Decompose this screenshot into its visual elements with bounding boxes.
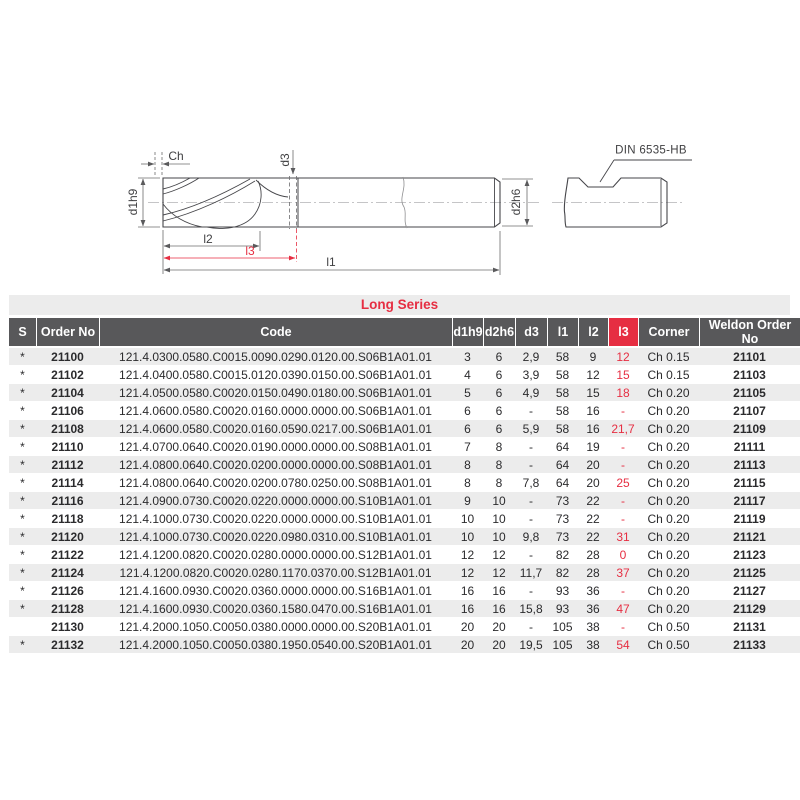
product-table	[9, 318, 800, 654]
column-header-d2h6: d2h6	[483, 318, 515, 348]
cell-d1h9: 9	[452, 492, 483, 510]
cell-code: 121.4.0800.0640.C0020.0200.0780.0250.00.S08B1A01.01	[99, 474, 452, 492]
table-row	[9, 582, 800, 600]
cell-d2h6: 6	[483, 420, 515, 438]
cell-corner: Ch 0.20	[638, 402, 699, 420]
cell-corner: Ch 0.20	[638, 546, 699, 564]
cell-weldon_order_no: 21107	[699, 402, 800, 420]
cell-l2: 12	[578, 366, 608, 384]
cell-l2: 9	[578, 348, 608, 366]
cell-s: *	[9, 528, 36, 546]
cell-d2h6: 8	[483, 456, 515, 474]
cell-code: 121.4.1600.0930.C0020.0360.1580.0470.00.S16B1A01.01	[99, 600, 452, 618]
cell-l3: -	[608, 582, 638, 600]
column-header-order_no: Order No	[36, 318, 99, 348]
cell-code: 121.4.0400.0580.C0015.0120.0390.0150.00.S06B1A01.01	[99, 366, 452, 384]
cell-l2: 38	[578, 636, 608, 654]
cell-s: *	[9, 582, 36, 600]
label-d1h9: d1h9	[126, 188, 140, 216]
cell-l1: 58	[547, 366, 578, 384]
cell-l3: 18	[608, 384, 638, 402]
cell-d3: 9,8	[515, 528, 547, 546]
cell-order_no: 21118	[36, 510, 99, 528]
cell-code: 121.4.0500.0580.C0020.0150.0490.0180.00.S06B1A01.01	[99, 384, 452, 402]
table-row	[9, 366, 800, 384]
column-header-code: Code	[99, 318, 452, 348]
label-chamfer: Ch	[168, 149, 184, 163]
cell-corner: Ch 0.15	[638, 366, 699, 384]
cell-order_no: 21130	[36, 618, 99, 636]
cell-order_no: 21110	[36, 438, 99, 456]
cell-d3: 5,9	[515, 420, 547, 438]
cell-l2: 15	[578, 384, 608, 402]
cell-l1: 73	[547, 510, 578, 528]
cell-l3: -	[608, 438, 638, 456]
cell-d3: 7,8	[515, 474, 547, 492]
cell-s: *	[9, 420, 36, 438]
cell-s: *	[9, 366, 36, 384]
column-header-corner: Corner	[638, 318, 699, 348]
cell-d1h9: 10	[452, 528, 483, 546]
cell-order_no: 21106	[36, 402, 99, 420]
cell-weldon_order_no: 21131	[699, 618, 800, 636]
cell-weldon_order_no: 21105	[699, 384, 800, 402]
cell-l2: 19	[578, 438, 608, 456]
cell-d3: -	[515, 438, 547, 456]
cell-order_no: 21126	[36, 582, 99, 600]
cell-l1: 64	[547, 456, 578, 474]
cell-l3: 21,7	[608, 420, 638, 438]
cell-l3: -	[608, 510, 638, 528]
column-header-l1: l1	[547, 318, 578, 348]
cell-d3: -	[515, 456, 547, 474]
cell-code: 121.4.0800.0640.C0020.0200.0000.0000.00.S08B1A01.01	[99, 456, 452, 474]
label-l1: l1	[326, 255, 336, 269]
cell-s: *	[9, 636, 36, 654]
cell-corner: Ch 0.20	[638, 528, 699, 546]
cell-d3: -	[515, 546, 547, 564]
cell-l2: 20	[578, 474, 608, 492]
column-header-s: S	[9, 318, 36, 348]
table-row	[9, 438, 800, 456]
label-d2h6: d2h6	[509, 188, 523, 216]
cell-d3: -	[515, 402, 547, 420]
cell-d1h9: 6	[452, 420, 483, 438]
cell-d3: 3,9	[515, 366, 547, 384]
cell-d2h6: 20	[483, 618, 515, 636]
cell-d1h9: 8	[452, 474, 483, 492]
cell-weldon_order_no: 21129	[699, 600, 800, 618]
column-header-l3: l3	[608, 318, 638, 348]
cell-d1h9: 16	[452, 582, 483, 600]
column-header-weldon_order_no: Weldon Order No	[699, 318, 800, 348]
cell-l1: 105	[547, 636, 578, 654]
cell-d3: -	[515, 618, 547, 636]
cell-d2h6: 6	[483, 384, 515, 402]
cell-d2h6: 12	[483, 564, 515, 582]
cell-l1: 93	[547, 600, 578, 618]
cell-code: 121.4.0900.0730.C0020.0220.0000.0000.00.S10B1A01.01	[99, 492, 452, 510]
cell-l1: 58	[547, 420, 578, 438]
cell-l2: 28	[578, 546, 608, 564]
cell-corner: Ch 0.20	[638, 510, 699, 528]
cell-code: 121.4.0600.0580.C0020.0160.0000.0000.00.S06B1A01.01	[99, 402, 452, 420]
table-row	[9, 510, 800, 528]
cell-weldon_order_no: 21113	[699, 456, 800, 474]
cell-l3: 12	[608, 348, 638, 366]
cell-d2h6: 16	[483, 600, 515, 618]
cell-l3: 25	[608, 474, 638, 492]
table-row	[9, 492, 800, 510]
cell-order_no: 21116	[36, 492, 99, 510]
table-row	[9, 384, 800, 402]
table-row	[9, 456, 800, 474]
cell-code: 121.4.1200.0820.C0020.0280.1170.0370.00.S12B1A01.01	[99, 564, 452, 582]
cell-code: 121.4.2000.1050.C0050.0380.1950.0540.00.S20B1A01.01	[99, 636, 452, 654]
cell-s: *	[9, 510, 36, 528]
cell-corner: Ch 0.20	[638, 600, 699, 618]
cell-d3: -	[515, 582, 547, 600]
cell-weldon_order_no: 21125	[699, 564, 800, 582]
table-row	[9, 600, 800, 618]
cell-d1h9: 6	[452, 402, 483, 420]
cell-l3: 47	[608, 600, 638, 618]
table-body	[9, 348, 800, 654]
cell-l1: 73	[547, 528, 578, 546]
table-row	[9, 564, 800, 582]
label-d3: d3	[278, 153, 292, 167]
column-header-d3: d3	[515, 318, 547, 348]
cell-l2: 38	[578, 618, 608, 636]
cell-corner: Ch 0.50	[638, 618, 699, 636]
cell-l1: 58	[547, 348, 578, 366]
cell-l3: -	[608, 492, 638, 510]
table-row	[9, 474, 800, 492]
cell-l1: 93	[547, 582, 578, 600]
cell-l3: 15	[608, 366, 638, 384]
cell-d3: 4,9	[515, 384, 547, 402]
cell-d3: 11,7	[515, 564, 547, 582]
cell-l1: 58	[547, 402, 578, 420]
cell-d2h6: 10	[483, 528, 515, 546]
cell-d2h6: 6	[483, 366, 515, 384]
product-table-section	[9, 295, 790, 654]
cell-code: 121.4.2000.1050.C0050.0380.0000.0000.00.S20B1A01.01	[99, 618, 452, 636]
cell-d2h6: 8	[483, 438, 515, 456]
cell-weldon_order_no: 21133	[699, 636, 800, 654]
cell-s: *	[9, 600, 36, 618]
table-row	[9, 618, 800, 636]
cell-order_no: 21124	[36, 564, 99, 582]
table-header-row	[9, 318, 800, 348]
cell-l3: 54	[608, 636, 638, 654]
cell-d3: -	[515, 510, 547, 528]
cell-code: 121.4.1000.0730.C0020.0220.0000.0000.00.S10B1A01.01	[99, 510, 452, 528]
label-l2: l2	[203, 232, 213, 246]
cell-l1: 73	[547, 492, 578, 510]
cell-order_no: 21112	[36, 456, 99, 474]
cell-d1h9: 16	[452, 600, 483, 618]
cell-l1: 58	[547, 384, 578, 402]
cell-corner: Ch 0.20	[638, 564, 699, 582]
table-row	[9, 636, 800, 654]
cell-d1h9: 10	[452, 510, 483, 528]
cell-s: *	[9, 564, 36, 582]
cell-l3: 31	[608, 528, 638, 546]
cell-l2: 36	[578, 582, 608, 600]
cell-l3: 0	[608, 546, 638, 564]
cell-weldon_order_no: 21123	[699, 546, 800, 564]
cell-weldon_order_no: 21109	[699, 420, 800, 438]
cell-corner: Ch 0.20	[638, 582, 699, 600]
cell-s: *	[9, 438, 36, 456]
cell-d2h6: 10	[483, 492, 515, 510]
cell-code: 121.4.1600.0930.C0020.0360.0000.0000.00.S16B1A01.01	[99, 582, 452, 600]
cell-l2: 16	[578, 402, 608, 420]
cell-weldon_order_no: 21119	[699, 510, 800, 528]
cell-order_no: 21104	[36, 384, 99, 402]
cell-d1h9: 20	[452, 618, 483, 636]
cell-l1: 64	[547, 438, 578, 456]
cell-code: 121.4.1200.0820.C0020.0280.0000.0000.00.S12B1A01.01	[99, 546, 452, 564]
table-row	[9, 402, 800, 420]
cell-l1: 64	[547, 474, 578, 492]
cell-order_no: 21102	[36, 366, 99, 384]
column-header-l2: l2	[578, 318, 608, 348]
cell-code: 121.4.1000.0730.C0020.0220.0980.0310.00.S10B1A01.01	[99, 528, 452, 546]
cell-s: *	[9, 384, 36, 402]
cell-weldon_order_no: 21103	[699, 366, 800, 384]
cell-weldon_order_no: 21117	[699, 492, 800, 510]
cell-d2h6: 6	[483, 402, 515, 420]
cell-d3: 19,5	[515, 636, 547, 654]
cell-l3: -	[608, 618, 638, 636]
cell-corner: Ch 0.50	[638, 636, 699, 654]
cell-order_no: 21108	[36, 420, 99, 438]
cell-d2h6: 6	[483, 348, 515, 366]
cell-l2: 22	[578, 492, 608, 510]
cell-d2h6: 20	[483, 636, 515, 654]
cell-d2h6: 12	[483, 546, 515, 564]
cell-corner: Ch 0.15	[638, 348, 699, 366]
cell-corner: Ch 0.20	[638, 438, 699, 456]
cell-weldon_order_no: 21115	[699, 474, 800, 492]
cell-corner: Ch 0.20	[638, 492, 699, 510]
cell-corner: Ch 0.20	[638, 474, 699, 492]
label-l3: l3	[245, 244, 255, 258]
table-row	[9, 348, 800, 366]
table-row	[9, 420, 800, 438]
cell-corner: Ch 0.20	[638, 420, 699, 438]
cell-s: *	[9, 492, 36, 510]
cell-l2: 22	[578, 528, 608, 546]
cell-s: *	[9, 348, 36, 366]
cell-d2h6: 10	[483, 510, 515, 528]
cell-weldon_order_no: 21111	[699, 438, 800, 456]
cell-d3: 15,8	[515, 600, 547, 618]
cell-code: 121.4.0600.0580.C0020.0160.0590.0217.00.S06B1A01.01	[99, 420, 452, 438]
cell-d1h9: 3	[452, 348, 483, 366]
table-row	[9, 546, 800, 564]
column-header-d1h9: d1h9	[452, 318, 483, 348]
cell-weldon_order_no: 21127	[699, 582, 800, 600]
cell-s: *	[9, 474, 36, 492]
cell-weldon_order_no: 21101	[699, 348, 800, 366]
cell-l3: 37	[608, 564, 638, 582]
cell-corner: Ch 0.20	[638, 456, 699, 474]
cell-order_no: 21122	[36, 546, 99, 564]
cell-d2h6: 16	[483, 582, 515, 600]
cell-l3: -	[608, 402, 638, 420]
cell-l2: 28	[578, 564, 608, 582]
cell-d1h9: 7	[452, 438, 483, 456]
cell-d1h9: 12	[452, 546, 483, 564]
cell-l2: 16	[578, 420, 608, 438]
cell-l3: -	[608, 456, 638, 474]
cell-l2: 36	[578, 600, 608, 618]
cell-d1h9: 5	[452, 384, 483, 402]
table-row	[9, 528, 800, 546]
cell-order_no: 21100	[36, 348, 99, 366]
cell-d1h9: 4	[452, 366, 483, 384]
cell-code: 121.4.0300.0580.C0015.0090.0290.0120.00.S06B1A01.01	[99, 348, 452, 366]
cell-d1h9: 20	[452, 636, 483, 654]
cell-weldon_order_no: 21121	[699, 528, 800, 546]
cell-d3: -	[515, 492, 547, 510]
cell-order_no: 21132	[36, 636, 99, 654]
cell-l2: 22	[578, 510, 608, 528]
cell-s: *	[9, 456, 36, 474]
cell-order_no: 21120	[36, 528, 99, 546]
cell-l1: 105	[547, 618, 578, 636]
cell-l1: 82	[547, 546, 578, 564]
cell-l2: 20	[578, 456, 608, 474]
cell-d1h9: 12	[452, 564, 483, 582]
cell-code: 121.4.0700.0640.C0020.0190.0000.0000.00.S08B1A01.01	[99, 438, 452, 456]
cell-s	[9, 618, 36, 636]
label-din-6535-hb: DIN 6535-HB	[615, 144, 687, 157]
cell-order_no: 21114	[36, 474, 99, 492]
cell-corner: Ch 0.20	[638, 384, 699, 402]
cell-d2h6: 8	[483, 474, 515, 492]
cell-order_no: 21128	[36, 600, 99, 618]
cell-s: *	[9, 402, 36, 420]
technical-drawing	[0, 0, 800, 295]
cell-d1h9: 8	[452, 456, 483, 474]
cell-l1: 82	[547, 564, 578, 582]
cell-d3: 2,9	[515, 348, 547, 366]
cell-s: *	[9, 546, 36, 564]
series-title: Long Series	[9, 295, 790, 315]
